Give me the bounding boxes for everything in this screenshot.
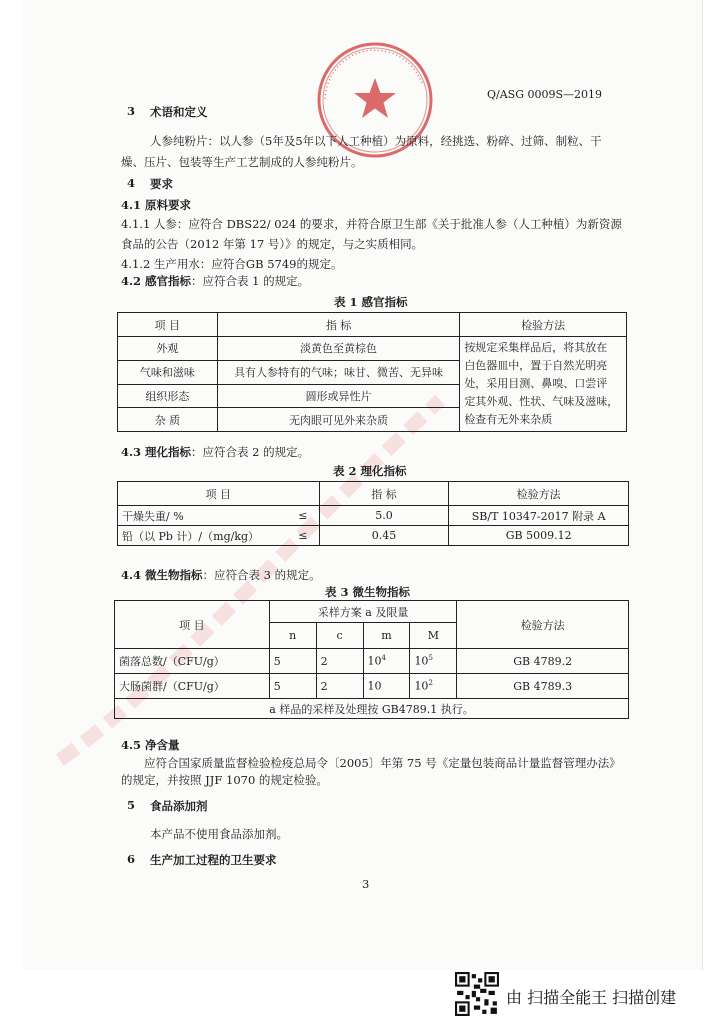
table3-cell: 大肠菌群/（CFU/g） (115, 674, 270, 699)
scanner-brand: 由 扫描全能王 扫描创建 (506, 988, 677, 1007)
table2-cell: GB 5009.12 (449, 526, 629, 546)
table3-header-method: 检验方法 (457, 601, 629, 649)
section-number: 5 (127, 798, 136, 812)
table3-cell: 菌落总数/（CFU/g） (115, 649, 270, 674)
table3-header-plan: 采样方案 a 及限量 (269, 601, 457, 623)
table3-header-item: 项 目 (115, 601, 270, 649)
table2-cell: ≤ (287, 526, 319, 546)
table2-cell: 干燥失重/ % (118, 506, 288, 526)
paragraph: 应符合国家质量监督检验检疫总局令〔2005〕年第 75 号《定量包装商品计量监督管理办法》 (144, 756, 621, 770)
table1-cell: 外观 (118, 337, 218, 361)
table3-microbial (114, 600, 629, 719)
seal-star-icon (354, 78, 396, 118)
standard-number: Q/ASG 0009S—2019 (487, 88, 603, 101)
table3-subheader: n (269, 623, 316, 649)
table3-cell: GB 4789.2 (457, 649, 629, 674)
table2-header-item: 项 目 (118, 482, 320, 506)
table3-cell: GB 4789.3 (457, 674, 629, 699)
paragraph: 人参纯粉片：以人参（5年及5年以下人工种植）为原料，经挑选、粉碎、过筛、制粒、干 (150, 134, 602, 148)
qr-code-icon[interactable] (455, 972, 499, 1016)
table1-sensory (117, 312, 627, 432)
table3-subheader: M (410, 623, 457, 649)
paragraph: 的规定，并按照 JJF 1070 的规定检验。 (121, 773, 328, 787)
table3-cell: $10^4$ (363, 649, 410, 674)
section-number: 3 (127, 104, 136, 118)
paragraph: 本产品不使用食品添加剂。 (150, 827, 288, 841)
table1-header-index: 指 标 (217, 313, 460, 337)
section-title: 要求 (150, 177, 173, 191)
section-number: 4 (127, 176, 136, 190)
table3-cell: $10^2$ (410, 674, 457, 699)
table3-subheader: c (316, 623, 363, 649)
table3-cell: 2 (316, 674, 363, 699)
table2-cell: SB/T 10347-2017 附录 A (449, 506, 629, 526)
table2-physicochemical (117, 481, 629, 546)
svg-text:······························: ····································· (318, 43, 429, 101)
table1-cell: 圆形或异性片 (217, 384, 460, 408)
paragraph: 4.1.2 生产用水：应符合GB 5749的规定。 (121, 257, 343, 271)
table3-cell: $10^5$ (410, 649, 457, 674)
section-title: 术语和定义 (150, 105, 208, 119)
paragraph: 4.3 理化指标：应符合表 2 的规定。 (121, 445, 310, 459)
table2-cell: 0.45 (319, 526, 449, 546)
table1-cell: 具有人参特有的气味；味甘、微苦、无异味 (217, 360, 460, 384)
section-title: 食品添加剂 (150, 799, 208, 813)
table1-cell: 淡黄色至黄棕色 (217, 337, 460, 361)
table1-method: 按规定采集样品后，将其放在 白色器皿中，置于自然光明亮 处，采用目测、鼻嗅、口尝评 定其外观、性状、气味及滋味， 检查有无外来杂质 (460, 337, 627, 432)
table3-caption: 表 3 微生物指标 (325, 585, 411, 599)
table1-header-method: 检验方法 (460, 313, 627, 337)
subsection-title: 4.5 净含量 (121, 738, 180, 752)
table3-cell: 10 (363, 674, 410, 699)
paragraph: 食品的公告（2012 年第 17 号）》的规定，与之实质相同。 (121, 237, 424, 251)
table1-caption: 表 1 感官指标 (334, 295, 408, 309)
table3-cell: 5 (269, 674, 316, 699)
section-number: 6 (127, 852, 136, 866)
table2-cell: 5.0 (319, 506, 449, 526)
paragraph: 燥、压片、包装等生产工艺制成的人参纯粉片。 (121, 155, 363, 169)
table1-cell: 杂 质 (118, 408, 218, 432)
page-number: 3 (362, 877, 370, 891)
table3-subheader: m (363, 623, 410, 649)
subsection-title: 4.1 原料要求 (121, 198, 192, 212)
table2-cell: 铅（以 Pb 计）/（mg/kg） (118, 526, 288, 546)
table3-cell: 5 (269, 649, 316, 674)
table1-cell: 组织形态 (118, 384, 218, 408)
table1-cell: 气味和滋味 (118, 360, 218, 384)
table1-cell: 无肉眼可见外来杂质 (217, 408, 460, 432)
table3-cell: 2 (316, 649, 363, 674)
table2-header-index: 指 标 (319, 482, 449, 506)
table2-caption: 表 2 理化指标 (333, 464, 407, 478)
paragraph: 4.1.1 人参：应符合 DBS22/ 024 的要求，并符合原卫生部《关于批准人参（人工种植）为新资源 (121, 217, 622, 231)
table2-cell: ≤ (287, 506, 319, 526)
paragraph: 4.4 微生物指标：应符合表 3 的规定。 (121, 568, 321, 582)
paragraph: 4.2 感官指标：应符合表 1 的规定。 (121, 274, 310, 288)
table2-header-method: 检验方法 (449, 482, 629, 506)
section-title: 生产加工过程的卫生要求 (150, 853, 277, 867)
table1-header-item: 项 目 (118, 313, 218, 337)
table3-footnote: a 样品的采样及处理按 GB4789.1 执行。 (115, 699, 629, 719)
